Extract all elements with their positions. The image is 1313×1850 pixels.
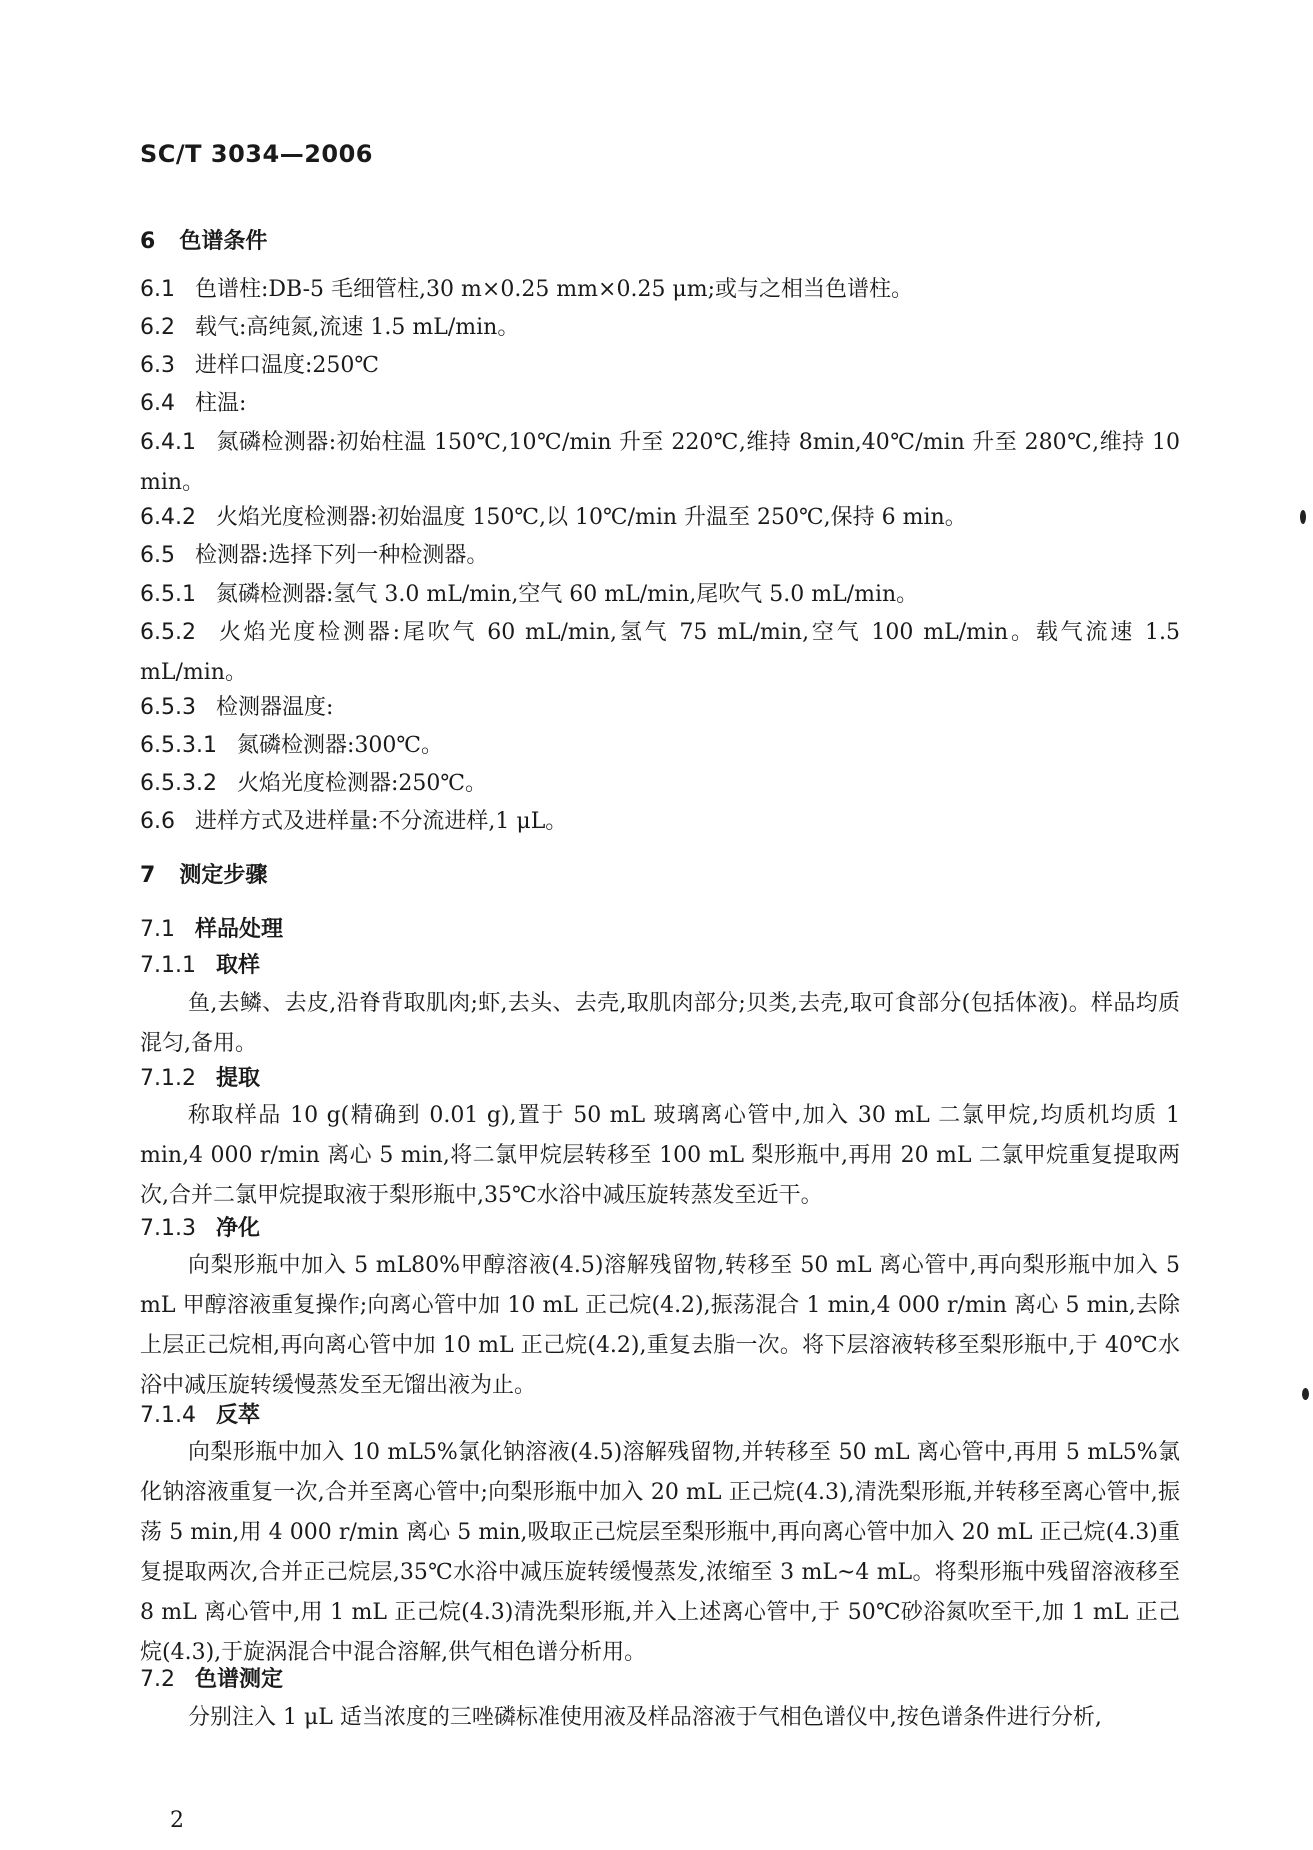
clause-text: 氮磷检测器:氢气 3.0 mL/min,空气 60 mL/min,尾吹气 5.0 mL/min。 xyxy=(215,582,919,607)
clause-6-4 xyxy=(140,384,1180,424)
clause-6-5 xyxy=(140,536,1180,576)
clause-6-1 xyxy=(140,270,1180,310)
clause-text: 检测器:选择下列一种检测器。 xyxy=(195,543,489,568)
clause-number: 6.5 xyxy=(140,543,175,568)
clause-number: 7.1.4 xyxy=(140,1403,196,1428)
clause-6-5-3 xyxy=(140,688,1180,728)
section-number: 6 xyxy=(140,229,156,254)
paragraph: 称取样品 10 g(精确到 0.01 g),置于 50 mL 玻璃离心管中,加入 30 mL 二氯甲烷,均质机均质 1 min,4 000 r/min 离心 5 min,将二氯甲烷层转移至 100 mL 梨形瓶中,再用 20 mL 二氯甲烷重复提取两次,合并二氯甲烷提取液于梨形瓶中,35℃水浴中减压旋转蒸发至近干。 xyxy=(140,1103,1180,1208)
section-title: 测定步骤 xyxy=(179,863,268,888)
clause-text: 色谱柱:DB-5 毛细管柱,30 m×0.25 mm×0.25 μm;或与之相当色谱柱。 xyxy=(195,277,914,302)
clause-number: 6.1 xyxy=(140,277,175,302)
clause-number: 7.1.1 xyxy=(140,953,196,978)
clause-6-6 xyxy=(140,802,1180,842)
clause-number: 6.5.3.1 xyxy=(140,733,217,758)
section-number: 7 xyxy=(140,863,156,888)
clause-text: 进样口温度:250℃ xyxy=(195,353,380,378)
subsection-heading xyxy=(140,1209,1180,1249)
clause-text: 柱温: xyxy=(195,391,247,416)
scan-mark xyxy=(1300,510,1306,524)
clause-text: 氮磷检测器:初始柱温 150℃,10℃/min 升至 220℃,维持 8min,40℃/min 升至 280℃,维持 10 min。 xyxy=(140,430,1180,495)
clause-number: 7.1.2 xyxy=(140,1066,196,1091)
clause-title: 取样 xyxy=(215,953,260,978)
clause-number: 6.3 xyxy=(140,353,175,378)
subsection-heading xyxy=(140,1059,1180,1099)
subsection-heading xyxy=(140,946,1180,986)
clause-6-5-3-1 xyxy=(140,726,1180,766)
clause-number: 6.6 xyxy=(140,809,175,834)
clause-text: 火焰光度检测器:尾吹气 60 mL/min,氢气 75 mL/min,空气 100 mL/min。载气流速 1.5 mL/min。 xyxy=(140,620,1180,685)
clause-text: 检测器温度: xyxy=(215,695,334,720)
paragraph: 向梨形瓶中加入 5 mL80%甲醇溶液(4.5)溶解残留物,转移至 50 mL 离心管中,再向梨形瓶中加入 5 mL 甲醇溶液重复操作;向离心管中加 10 mL 正己烷(4.2),振荡混合 1 min,4 000 r/min 离心 5 min,去除上层正己烷相,再向离心管中加 10 mL 正己烷(4.2),重复去脂一次。将下层溶液转移至梨形瓶中,于 40℃水浴中减压旋转缓慢蒸发至无馏出液为止。 xyxy=(140,1253,1180,1398)
clause-text: 火焰光度检测器:250℃。 xyxy=(236,771,487,796)
clause-number: 6.2 xyxy=(140,315,175,340)
standard-number: SC/T 3034—2006 xyxy=(140,140,373,168)
subsection-heading xyxy=(140,1660,1180,1700)
section-title: 色谱条件 xyxy=(179,229,268,254)
paragraph: 鱼,去鳞、去皮,沿脊背取肌肉;虾,去头、去壳,取肌肉部分;贝类,去壳,取可食部分(包括体液)。样品均质混匀,备用。 xyxy=(140,991,1180,1056)
clause-number: 6.4.1 xyxy=(140,430,196,455)
clause-number: 7.1 xyxy=(140,917,175,942)
clause-6-4-1 xyxy=(140,423,1180,503)
clause-6-5-3-2 xyxy=(140,764,1180,804)
page-number: 2 xyxy=(170,1808,184,1833)
subsection-heading xyxy=(140,1396,1180,1436)
clause-number: 6.5.1 xyxy=(140,582,196,607)
clause-title: 反萃 xyxy=(215,1403,260,1428)
subsection-heading xyxy=(140,910,1180,950)
clause-number: 7.1.3 xyxy=(140,1216,196,1241)
clause-6-4-2 xyxy=(140,498,1180,538)
clause-number: 6.4 xyxy=(140,391,175,416)
clause-title: 色谱测定 xyxy=(195,1667,284,1692)
clause-6-5-1 xyxy=(140,575,1180,615)
clause-text: 载气:高纯氮,流速 1.5 mL/min。 xyxy=(195,315,520,340)
paragraph: 向梨形瓶中加入 10 mL5%氯化钠溶液(4.5)溶解残留物,并转移至 50 mL 离心管中,再用 5 mL5%氯化钠溶液重复一次,合并至离心管中;向梨形瓶中加入 20 mL 正己烷(4.3),清洗梨形瓶,并转移至离心管中,振荡 5 min,用 4 000 r/min 离心 5 min,吸取正己烷层至梨形瓶中,再向离心管中加入 20 mL 正己烷(4.3)重复提取两次,合并正己烷层,35℃水浴中减压旋转缓慢蒸发,浓缩至 3 mL~4 mL。将梨形瓶中残留溶液移至 8 mL 离心管中,用 1 mL 正己烷(4.3)清洗梨形瓶,并入上述离心管中,于 50℃砂浴氮吹至干,加 1 mL 正己烷(4.3),于旋涡混合中混合溶解,供气相色谱分析用。 xyxy=(140,1440,1180,1665)
clause-number: 7.2 xyxy=(140,1667,175,1692)
clause-6-3 xyxy=(140,346,1180,386)
clause-6-5-2 xyxy=(140,613,1180,693)
clause-text: 进样方式及进样量:不分流进样,1 μL。 xyxy=(195,809,568,834)
clause-title: 提取 xyxy=(215,1066,260,1091)
clause-number: 6.5.3 xyxy=(140,695,196,720)
clause-number: 6.5.3.2 xyxy=(140,771,217,796)
section-heading xyxy=(140,222,1180,262)
clause-title: 样品处理 xyxy=(195,917,284,942)
section-heading xyxy=(140,856,1180,896)
clause-number: 6.5.2 xyxy=(140,620,196,645)
clause-text: 火焰光度检测器:初始温度 150℃,以 10℃/min 升温至 250℃,保持 6 min。 xyxy=(215,505,967,530)
scan-mark xyxy=(1302,1388,1309,1400)
clause-number: 6.4.2 xyxy=(140,505,196,530)
clause-6-2 xyxy=(140,308,1180,348)
clause-text: 氮磷检测器:300℃。 xyxy=(236,733,443,758)
clause-title: 净化 xyxy=(215,1216,260,1241)
paragraph: 分别注入 1 μL 适当浓度的三唑磷标准使用液及样品溶液于气相色谱仪中,按色谱条件进行分析, xyxy=(188,1705,1102,1730)
